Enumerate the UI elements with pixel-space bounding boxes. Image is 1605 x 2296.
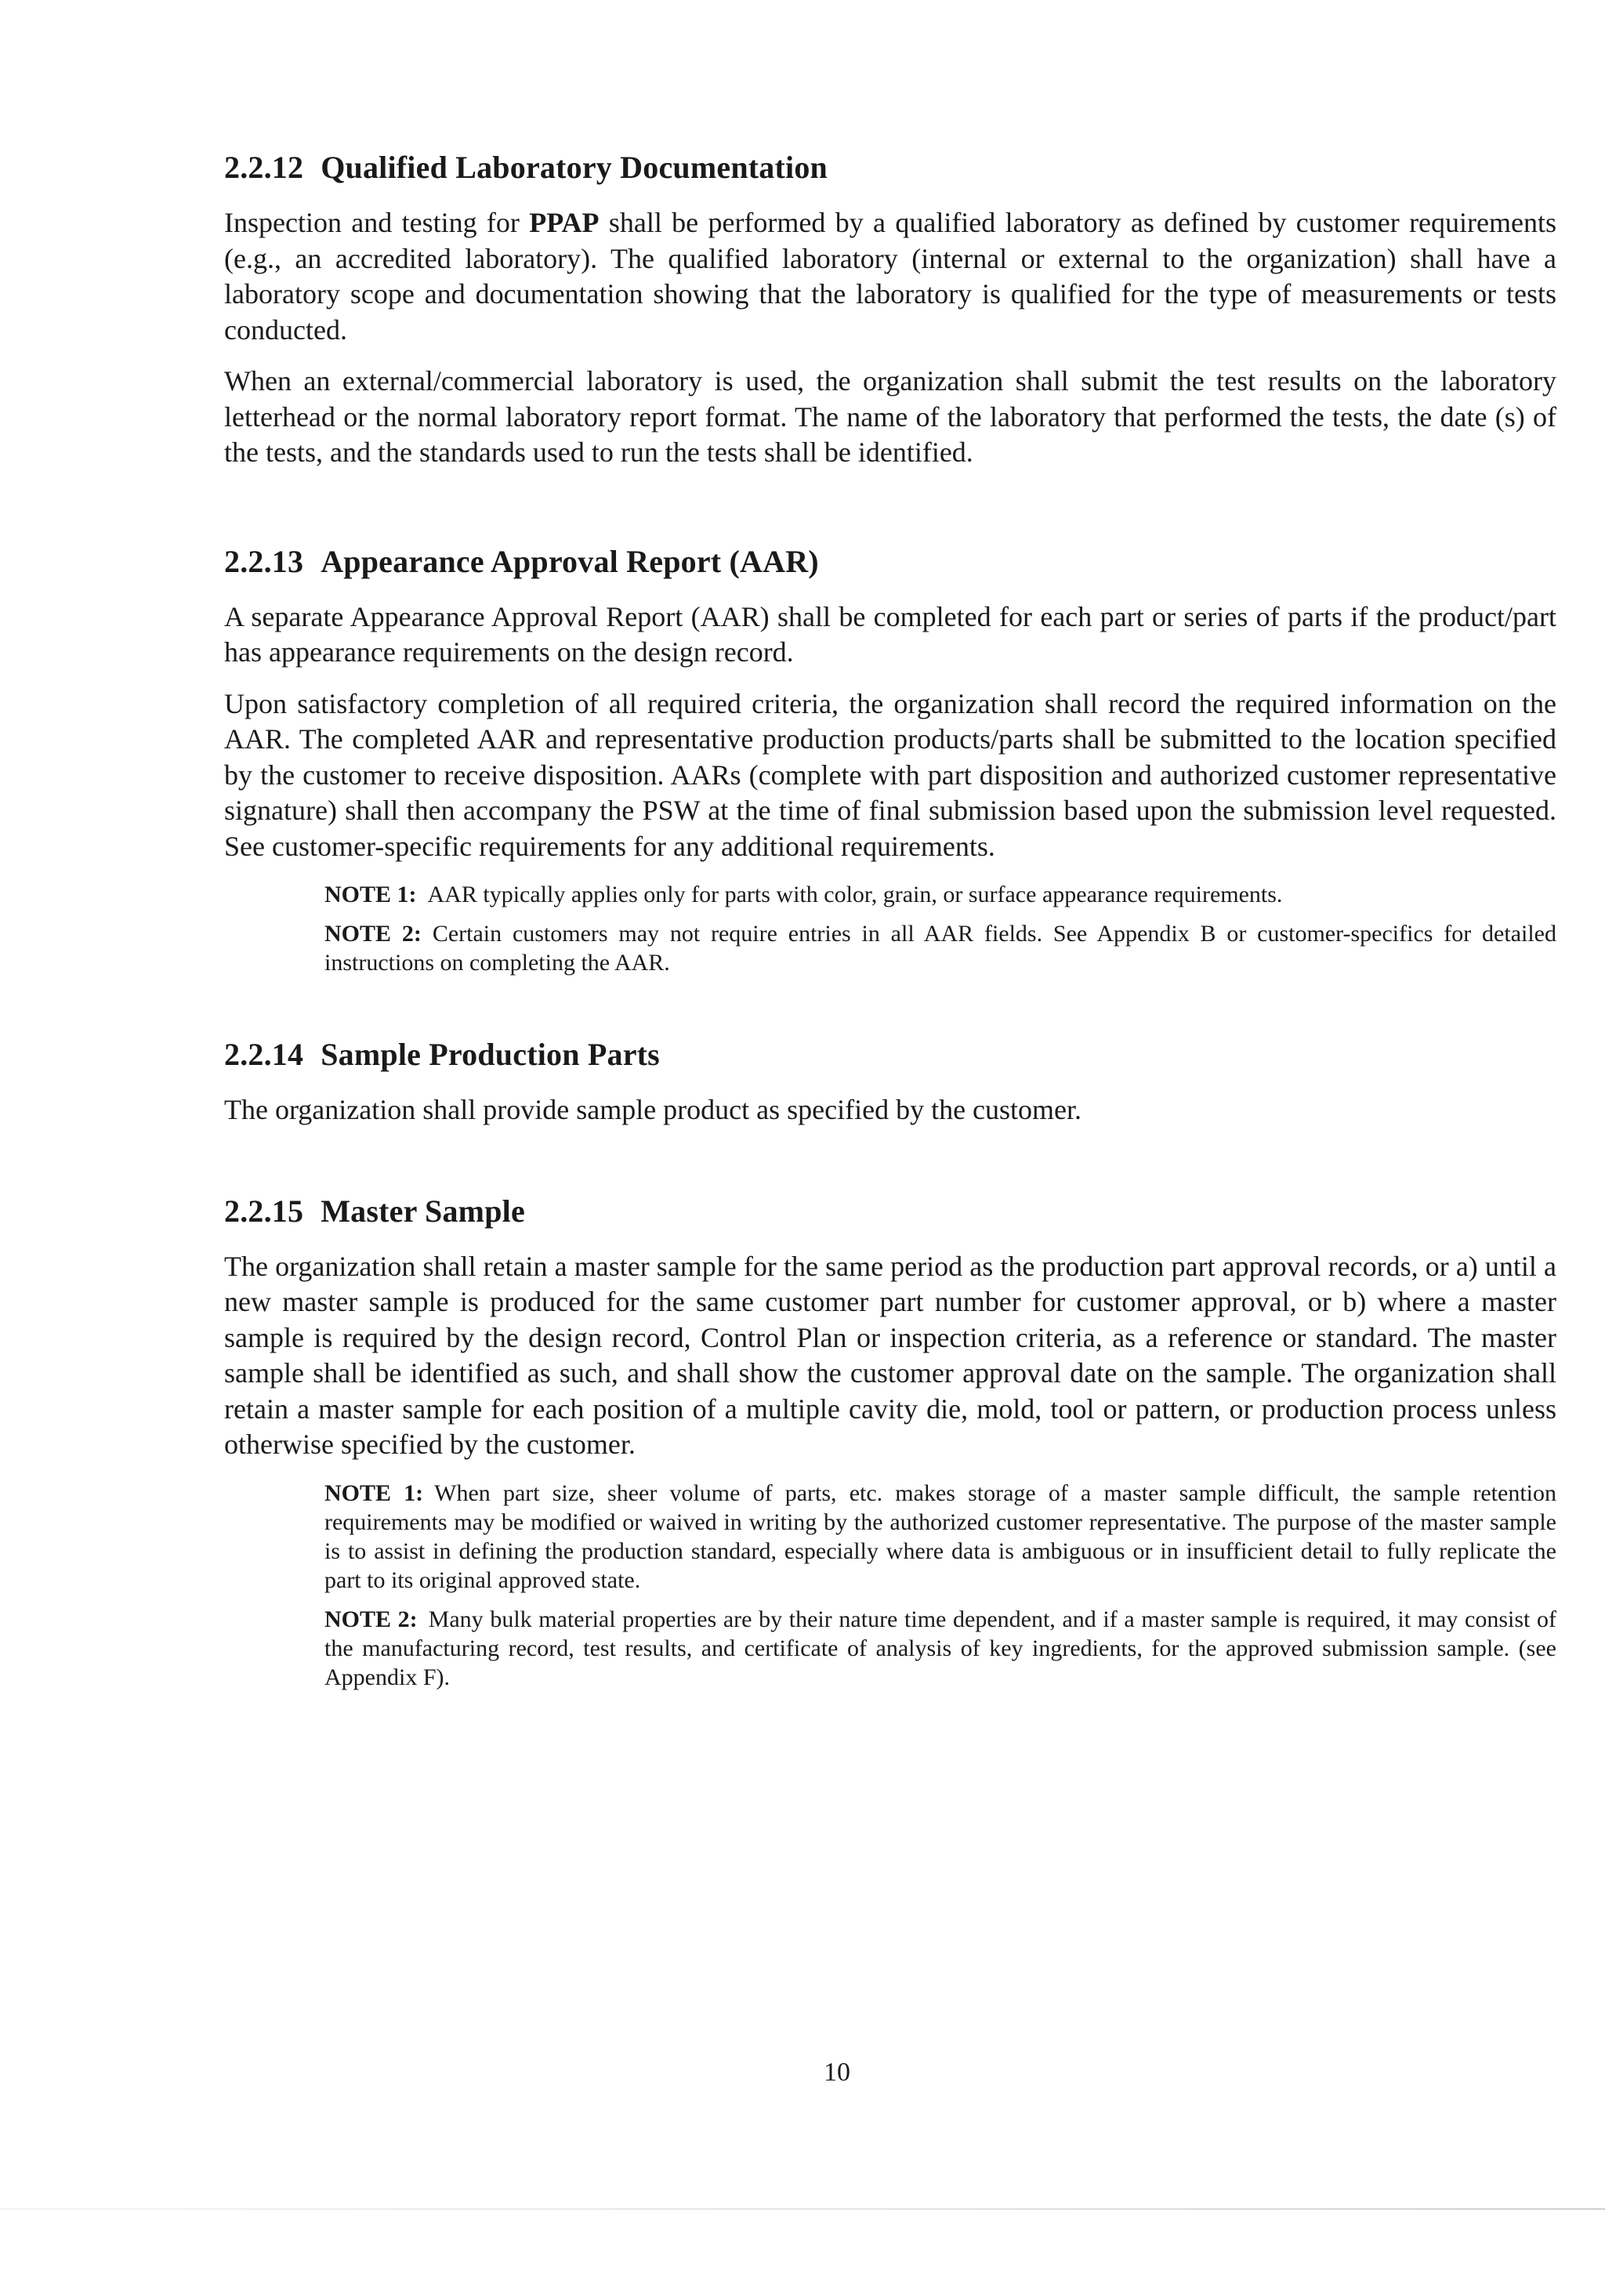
section-heading xyxy=(224,149,1556,187)
paragraph: The organization shall retain a master sample for the same period as the production part approval records, or a) until a new master sample is produced for the same customer part number for customer approval, or b) where a master sample is required by the design record, Control Plan or inspection criteria, as a reference or standard. The master sample shall be identified as such, and shall show the customer approval date on the sample. The organization shall retain a master sample for each position of a multiple cavity die, mold, tool or pattern, or production process unless otherwise specified by the customer. xyxy=(224,1250,1556,1460)
note-label: NOTE 2: xyxy=(324,921,422,947)
section-title: Qualified Laboratory Documentation xyxy=(321,150,828,185)
section-number: 2.2.15 xyxy=(224,1193,304,1229)
paragraph xyxy=(224,205,1556,348)
paragraph: Upon satisfactory completion of all required criteria, the organization shall record the required information on the AAR. The completed AAR and representative production products/parts shall be submitted to the location specified by the customer to receive disposition. AARs (complete with part disposition and authorized customer representative signature) shall then accompany the PSW at the time of final submission based upon the submission level requested. See customer-specific requirements for any additional requirements. xyxy=(224,687,1556,862)
note-text: AAR typically applies only for parts with color, grain, or surface appearance requirements. xyxy=(427,882,1283,907)
note xyxy=(324,1479,1556,1595)
section-2-2-14 xyxy=(224,1036,1556,1128)
note-text: Certain customers may not require entries in all AAR fields. See Appendix B or customer-specifics for detailed instructions on completing the AAR. xyxy=(324,921,1556,976)
document-page xyxy=(224,149,1556,1702)
section-heading xyxy=(224,1193,1556,1230)
section-2-2-12 xyxy=(224,149,1556,471)
paragraph-text: Inspection and testing for xyxy=(224,207,530,238)
section-title: Master Sample xyxy=(321,1193,525,1229)
section-number: 2.2.13 xyxy=(224,543,304,579)
section-number: 2.2.14 xyxy=(224,1037,304,1072)
note-label: NOTE 2: xyxy=(324,1606,418,1632)
section-2-2-13 xyxy=(224,543,1556,978)
note xyxy=(324,1605,1556,1692)
note-label: NOTE 1: xyxy=(324,1479,424,1506)
paragraph: When an external/commercial laboratory is used, the organization shall submit the test results on the laboratory letterhead or the normal laboratory report format. The name of the laboratory that performed the tests, the date (s) of the tests, and the standards used to run the tests shall be identified. xyxy=(224,365,1556,468)
paragraph-text: shall be performed by a qualified laboratory as defined by customer requirements (e.g., an accredited laboratory). The qualified laboratory (internal or external to the organization) shall have a laboratory scope and documentation showing that the laboratory is qualified for the type of measurements or tests conducted. xyxy=(224,207,1556,346)
note xyxy=(324,919,1556,977)
page-number: 10 xyxy=(824,2058,850,2087)
note xyxy=(324,880,1556,909)
paragraph: A separate Appearance Approval Report (AAR) shall be completed for each part or series of parts if the product/part has appearance requirements on the design record. xyxy=(224,600,1556,668)
ppap-bold-term: PPAP xyxy=(529,207,600,238)
section-title: Appearance Approval Report (AAR) xyxy=(321,543,819,579)
section-2-2-15 xyxy=(224,1193,1556,1692)
note-text: When part size, sheer volume of parts, etc. makes storage of a master sample difficult, the sample retention requirements may be modified or waived in writing by the authorized customer representative. The purpose of the master sample is to assist in defining the production standard, especially where data is ambiguous or in insufficient detail to fully replicate the part to its original approved state. xyxy=(324,1479,1556,1593)
section-number: 2.2.12 xyxy=(224,150,304,185)
scan-edge-divider xyxy=(0,2208,1605,2210)
section-title: Sample Production Parts xyxy=(321,1037,660,1072)
section-heading xyxy=(224,1036,1556,1074)
section-heading xyxy=(224,543,1556,581)
paragraph: The organization shall provide sample product as specified by the customer. xyxy=(224,1094,1082,1125)
note-text: Many bulk material properties are by their nature time dependent, and if a master sample is required, it may consist of the manufacturing record, test results, and certificate of analysis of key ingredients, for the approved submission sample. (see Appendix F). xyxy=(324,1606,1556,1690)
note-label: NOTE 1: xyxy=(324,882,417,907)
